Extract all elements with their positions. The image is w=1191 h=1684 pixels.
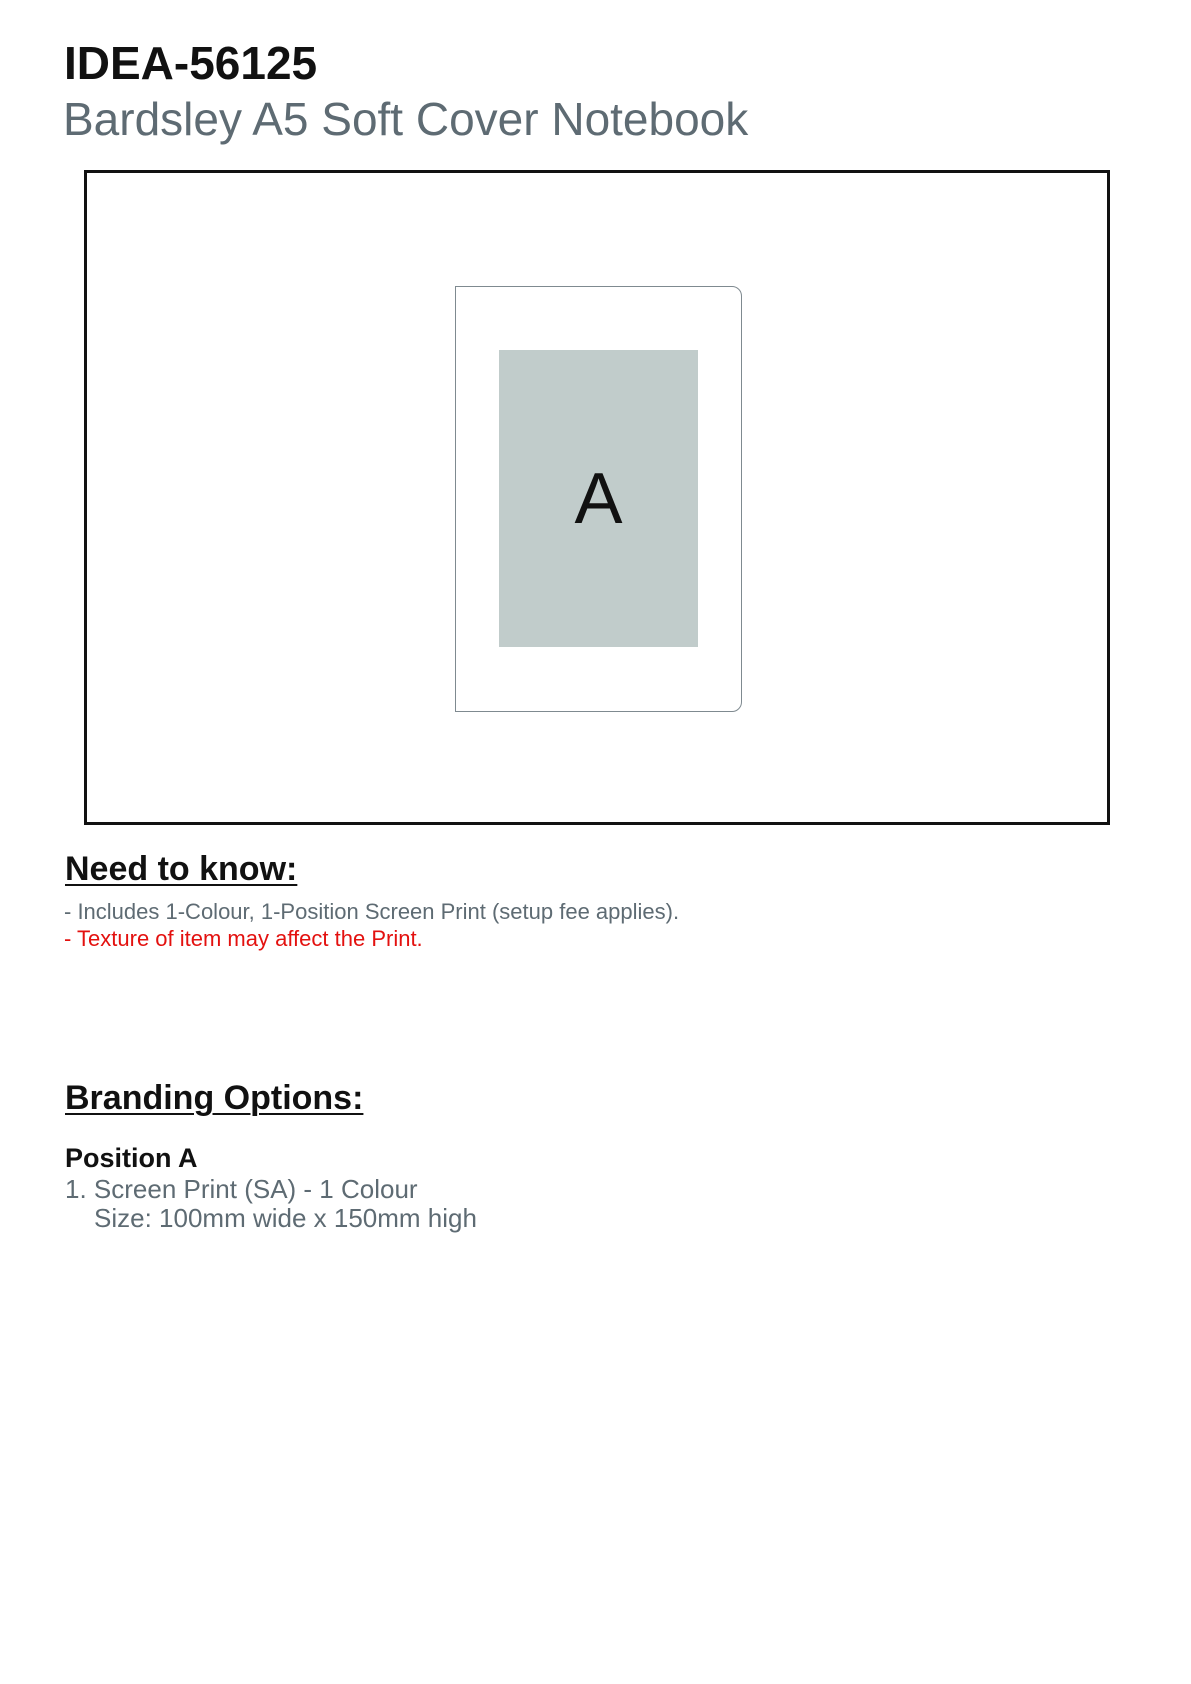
- position-title: Position A: [65, 1143, 198, 1173]
- product-code: IDEA-56125: [64, 37, 318, 89]
- texture-warning-note: - Texture of item may affect the Print.: [64, 926, 423, 951]
- product-name: Bardsley A5 Soft Cover Notebook: [63, 93, 749, 145]
- need-to-know-note: - Includes 1-Colour, 1-Position Screen Print (setup fee applies).: [64, 899, 680, 924]
- print-area-a: [499, 350, 698, 647]
- branding-options-heading: Branding Options:: [65, 1079, 364, 1117]
- need-to-know-heading: Need to know:: [65, 850, 298, 888]
- print-area-label: A: [574, 458, 623, 539]
- branding-size: Size: 100mm wide x 150mm high: [94, 1203, 477, 1233]
- branding-method: 1. Screen Print (SA) - 1 Colour: [65, 1174, 418, 1204]
